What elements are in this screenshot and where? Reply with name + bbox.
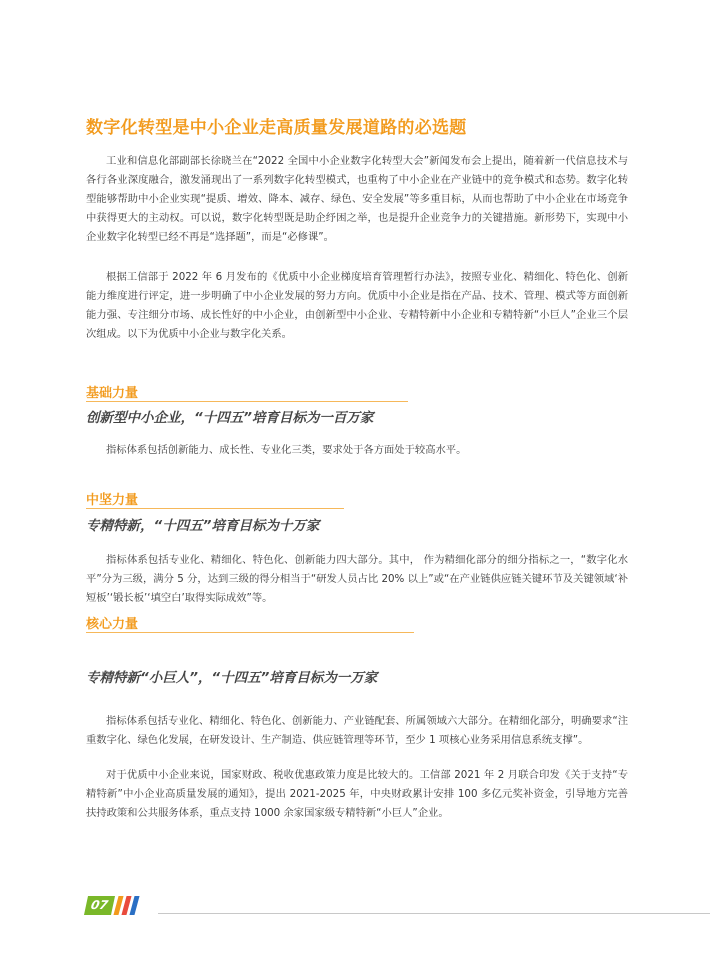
section-divider — [86, 632, 414, 633]
section-subheading-backbone: 专精特新，“十四五”培育目标为十万家 — [86, 518, 320, 534]
section-paragraph-backbone: 指标体系包括专业化、精细化、特色化、创新能力四大部分。其中， 作为精细化部分的细分指标之一，“数字化水平”分为三级，满分 5 分，达到三级的得分相当于“研发人员占比 20% 以上”或“在产业链供应链关键环节及关键领域‘补短板’‘锻长板’‘填空白’取得实际成效”等。 — [86, 554, 628, 604]
section-heading-backbone: 中坚力量 — [86, 493, 139, 508]
section-heading-foundation: 基础力量 — [86, 386, 139, 401]
page-number: 07 — [84, 896, 115, 915]
section-divider — [86, 401, 408, 402]
intro-paragraph-2: 根据工信部于 2022 年 6 月发布的《优质中小企业梯度培育管理暂行办法》，按照专业化、精细化、特色化、创新能力维度进行评定，进一步明确了中小企业发展的努力方向。优质中小企业是指在产品、技术、管理、模式等方面创新能力强、专注细分市场、成长性好的中小企业，由创新型中小企业、专精特新中小企业和专精特新“小巨人”企业三个层次组成。以下为优质中小企业与数字化关系。 — [86, 271, 628, 340]
section-paragraph-foundation: 指标体系包括创新能力、成长性、专业化三类，要求处于各方面处于较高水平。 — [106, 444, 467, 456]
page-title: 数字化转型是中小企业走高质量发展道路的必选题 — [86, 118, 467, 138]
section-subheading-foundation: 创新型中小企业，“十四五”培育目标为一百万家 — [86, 410, 374, 426]
footer-page-badge — [86, 896, 137, 915]
intro-paragraph-1: 工业和信息化部副部长徐晓兰在“2022 全国中小企业数字化转型大会”新闻发布会上提出，随着新一代信息技术与各行各业深度融合，激发涌现出了一系列数字化转型模式，也重构了中小企业在产业链中的竞争模式和态势。数字化转型能够帮助中小企业实现“提质、增效、降本、减存、绿色、安全发展”等多重目标，从而也帮助了中小企业在市场竞争中获得更大的主动权。可以说，数字化转型既是助企纾困之举，也是提升企业竞争力的关键措施。新形势下，实现中小企业数字化转型已经不再是“选择题”，而是“必修课”。 — [86, 155, 628, 243]
section-subheading-core: 专精特新“小巨人”，“十四五”培育目标为一万家 — [86, 670, 378, 686]
footer-divider — [158, 913, 710, 914]
section-divider — [86, 508, 344, 509]
section-paragraph-core-2: 对于优质中小企业来说，国家财政、税收优惠政策力度是比较大的。工信部 2021 年 2 月联合印发《关于支持“专精特新”中小企业高质量发展的通知》，提出 2021-2025 年，中央财政累计安排 100 多亿元奖补资金，引导地方完善扶持政策和公共服务体系，重点支持 1000 余家国家级专精特新“小巨人”企业。 — [86, 769, 628, 819]
section-heading-core: 核心力量 — [86, 617, 139, 632]
section-paragraph-core-1: 指标体系包括专业化、精细化、特色化、创新能力、产业链配套、所属领域六大部分。在精细化部分，明确要求“注重数字化、绿色化发展，在研发设计、生产制造、供应链管理等环节，至少 1 项核心业务采用信息系统支撑”。 — [86, 715, 628, 746]
